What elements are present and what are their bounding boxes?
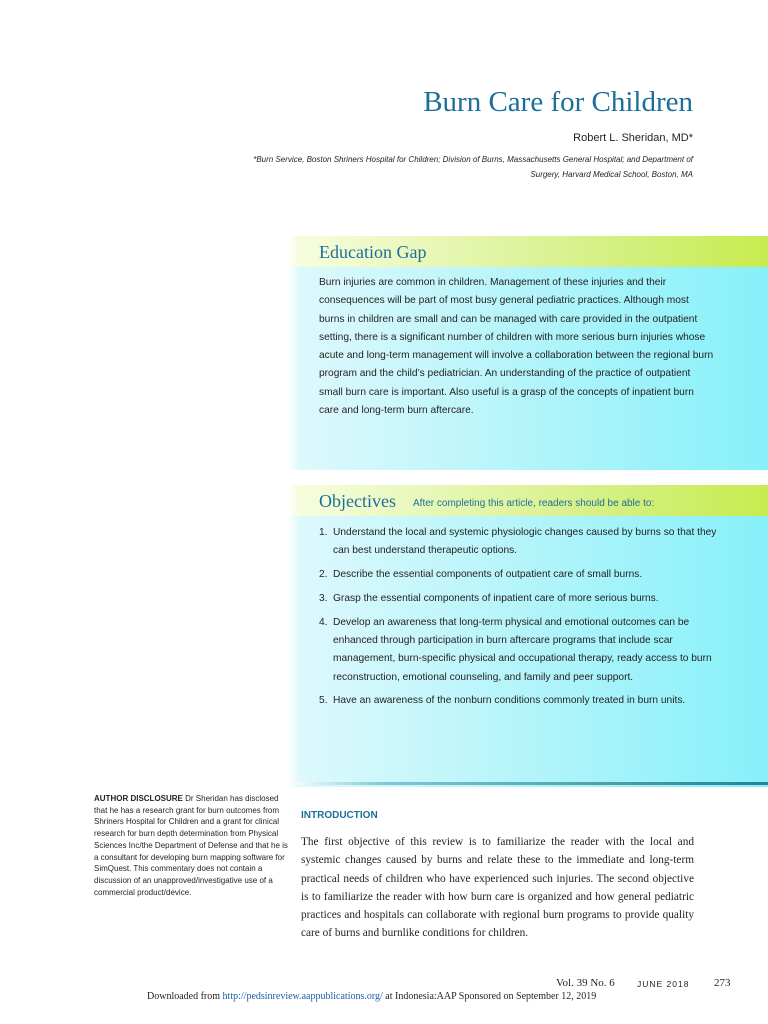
objective-text: Grasp the essential components of inpatient care of more serious burns. bbox=[333, 592, 659, 604]
footer-month: JUNE 2018 bbox=[637, 979, 690, 989]
disclosure-label: AUTHOR DISCLOSURE bbox=[94, 794, 183, 803]
author-affiliation: *Burn Service, Boston Shriners Hospital for Children; Division of Burns, Massachusetts General Hospital; and Department of Surgery, Harvard Medical School, Boston, MA bbox=[253, 155, 693, 179]
objective-number: 3. bbox=[319, 592, 328, 604]
objective-number: 2. bbox=[319, 569, 328, 581]
objective-item bbox=[319, 524, 724, 561]
education-gap-box bbox=[288, 236, 768, 470]
disclosure-text: Dr Sheridan has disclosed that he has a research grant for burn outcomes from Shriners Hospital for Children and a grant for clinical research for burn depth determination from Physical Sciences Inc/the Department of Defense and that he is a consultant for developing burn mapping software for SimQuest. This commentary does not contain a discussion of an unapproved/investigative use of a commercial product/device. bbox=[94, 794, 288, 897]
download-link[interactable]: http://pedsinreview.aappublications.org/ bbox=[222, 991, 383, 1002]
section-divider bbox=[288, 782, 768, 785]
education-gap-text: Burn injuries are common in children. Management of these injuries and their consequences will be part of most busy general pediatric practices. Although most burns in children are small and can be managed with care provided in the outpatient setting, there is a significant number of children with more serious burn injuries whose acute and long-term management will involve a collaboration between the regional burn program and the child’s pediatrician. An understanding of the practice of outpatient small burn care is important. Also useful is a grasp of the concepts of inpatient burn care and long-term burn aftercare. bbox=[319, 277, 714, 417]
objectives-list bbox=[319, 524, 724, 716]
objective-number: 5. bbox=[319, 695, 328, 707]
footer-volume: Vol. 39 No. 6 bbox=[556, 977, 615, 989]
objective-text: Develop an awareness that long-term physical and emotional outcomes can be enhanced through participation in burn aftercare programs that include scar management, burn-specific physical and occupational therapy, ready access to burn reconstruction, emotional counseling, and family and peer support. bbox=[333, 616, 712, 683]
objective-item bbox=[319, 590, 724, 608]
objective-item bbox=[319, 692, 724, 710]
footer-page-number: 273 bbox=[714, 977, 731, 989]
objective-text: Understand the local and systemic physiologic changes caused by burns so that they can best understand therapeutic options. bbox=[333, 527, 717, 557]
download-prefix: Downloaded from bbox=[147, 991, 223, 1002]
article-title: Burn Care for Children bbox=[423, 86, 693, 118]
objective-number: 4. bbox=[319, 616, 328, 628]
download-suffix: at Indonesia:AAP Sponsored on September 12, 2019 bbox=[382, 991, 597, 1002]
objectives-box bbox=[288, 485, 768, 787]
education-gap-header-bar bbox=[288, 236, 768, 267]
author-name: Robert L. Sheridan, MD* bbox=[573, 132, 693, 144]
introduction-text: The first objective of this review is to familiarize the reader with the local and systemic changes caused by burns and relate these to the immediate and long-term practical needs of children who have experienced such injuries. The second objective is to familiarize the reader with how burn care is organized and how general pediatric practices and hospitals can collaborate with regional burn programs to provide quality care of burns and burnlike conditions for children. bbox=[301, 836, 694, 940]
objective-number: 1. bbox=[319, 527, 328, 538]
objective-text: Have an awareness of the nonburn conditions commonly treated in burn units. bbox=[333, 695, 686, 707]
objectives-header-bar bbox=[288, 485, 768, 516]
objectives-heading: Objectives bbox=[319, 491, 396, 511]
objective-item bbox=[319, 566, 724, 584]
introduction-heading: INTRODUCTION bbox=[301, 810, 378, 821]
download-notice bbox=[147, 991, 596, 1002]
objectives-subheading: After completing this article, readers should be able to: bbox=[413, 498, 655, 509]
author-disclosure bbox=[94, 793, 290, 898]
objective-item bbox=[319, 614, 724, 687]
education-gap-heading: Education Gap bbox=[319, 242, 427, 262]
objective-text: Describe the essential components of outpatient care of small burns. bbox=[333, 569, 643, 581]
